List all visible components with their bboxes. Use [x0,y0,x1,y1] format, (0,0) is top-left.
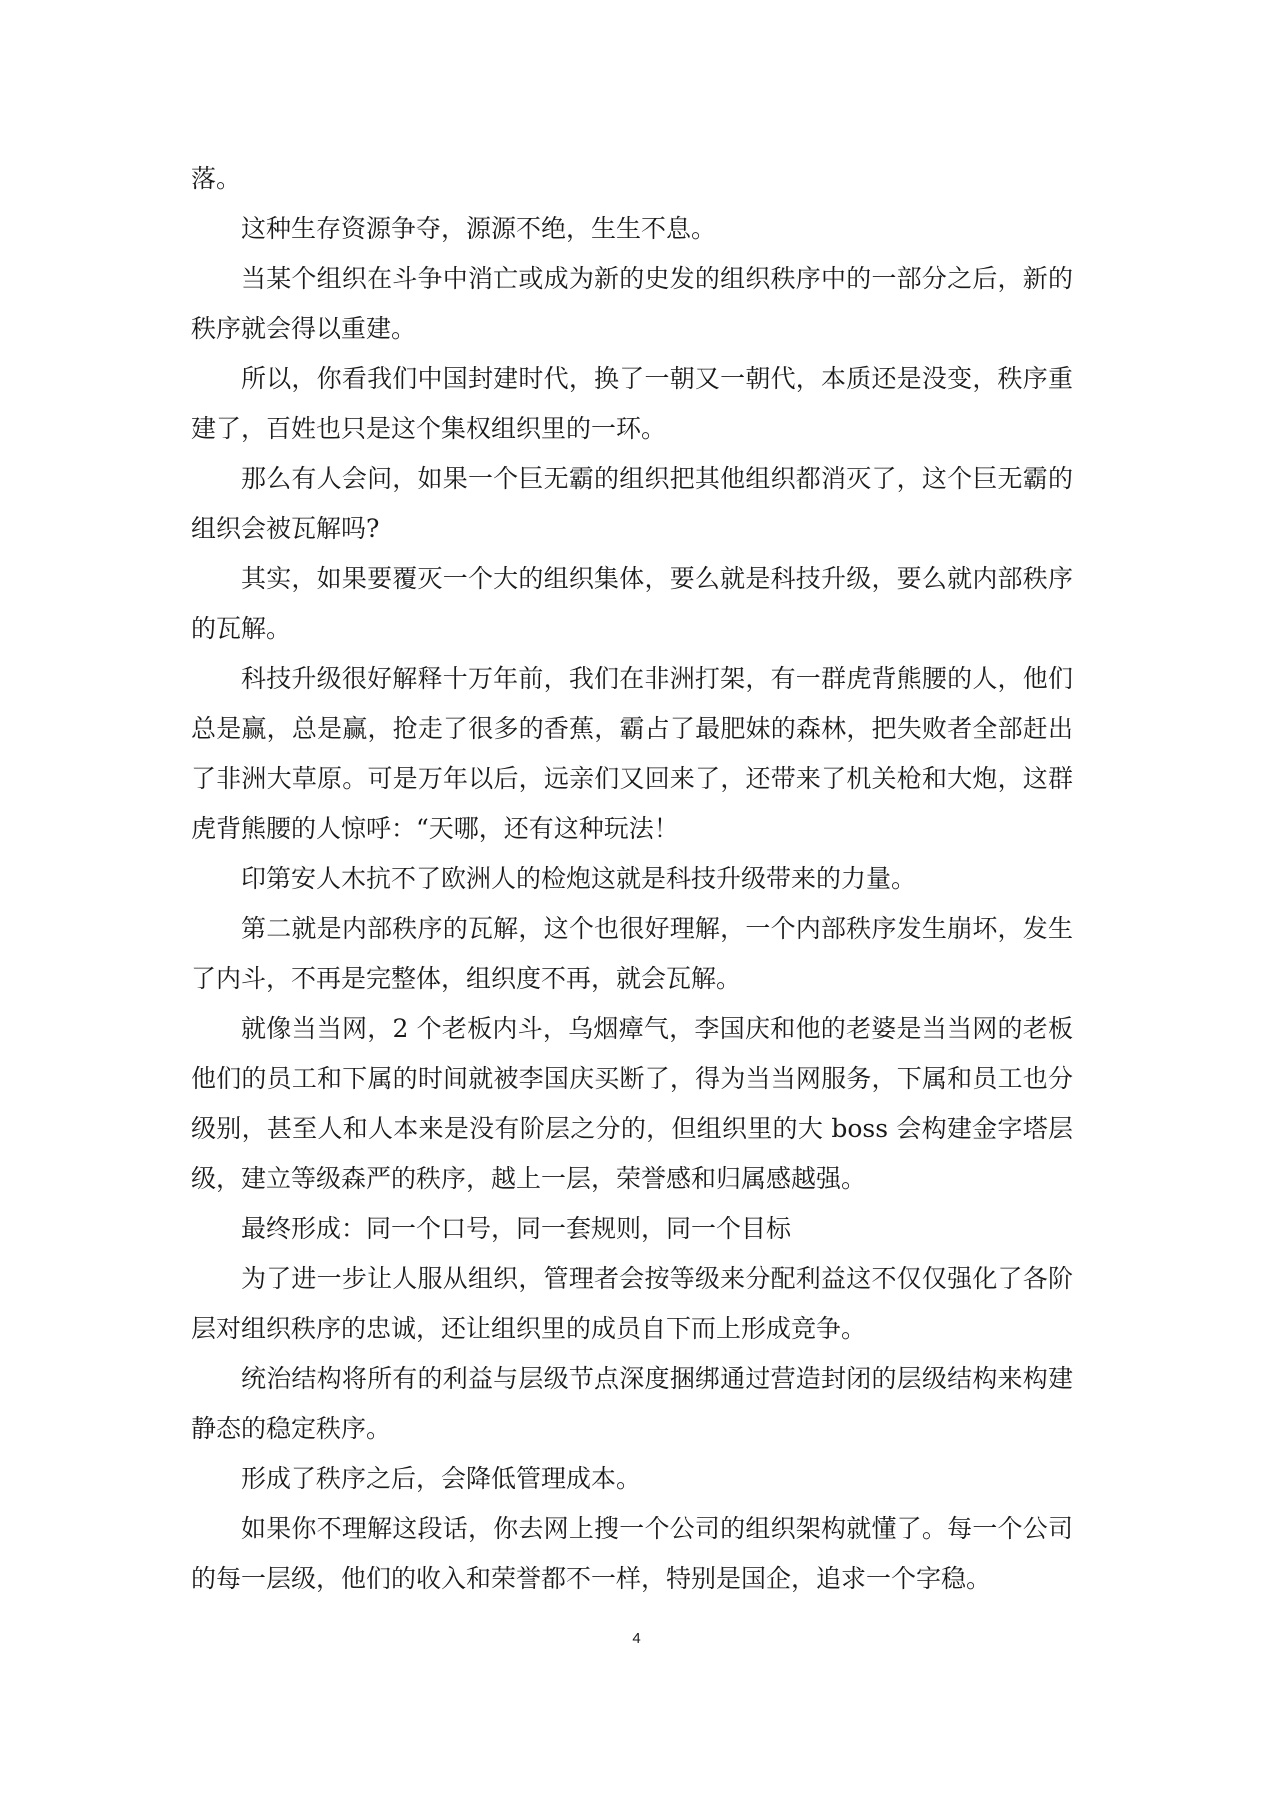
paragraph: 印第安人木抗不了欧洲人的检炮这就是科技升级带来的力量。 [241,864,917,893]
paragraph: 形成了秩序之后，会降低管理成本。 [241,1464,642,1493]
paragraph: 所以，你看我们中国封建时代，换了一朝又一朝代，本质还是没变，秩序重建了，百姓也只是这个集权组织里的一环。 [191,364,1073,443]
paragraph: 其实，如果要覆灭一个大的组织集体，要么就是科技升级，要么就内部秩序的瓦解。 [191,564,1073,643]
paragraph: 就像当当网，2 个老板内斗，乌烟瘴气，李国庆和他的老婆是当当网的老板他们的员工和下属的时间就被李国庆买断了，得为当当网服务，下属和员工也分级别，甚至人和人本来是没有阶层之分的，但组织里的大 boss 会构建金字塔层级，建立等级森严的秩序，越上一层，荣誉感和归属感越强。 [191,1014,1073,1193]
paragraph: 这种生存资源争夺，源源不绝，生生不息。 [241,214,717,243]
paragraph: 为了进一步让人服从组织，管理者会按等级来分配利益这不仅仅强化了各阶层对组织秩序的忠诚，还让组织里的成员自下而上形成竞争。 [191,1264,1073,1343]
paragraph: 统治结构将所有的利益与层级节点深度捆绑通过营造封闭的层级结构来构建静态的稳定秩序。 [191,1364,1073,1443]
page-number: 4 [632,1630,641,1647]
paragraph: 如果你不理解这段话，你去网上搜一个公司的组织架构就懂了。每一个公司的每一层级，他们的收入和荣誉都不一样，特别是国企，追求一个字稳。 [191,1514,1073,1593]
paragraph: 第二就是内部秩序的瓦解，这个也很好理解，一个内部秩序发生崩坏，发生了内斗，不再是完整体，组织度不再，就会瓦解。 [191,914,1073,993]
paragraph: 当某个组织在斗争中消亡或成为新的史发的组织秩序中的一部分之后，新的秩序就会得以重建。 [191,264,1073,343]
paragraph: 科技升级很好解释十万年前，我们在非洲打架，有一群虎背熊腰的人，他们总是赢，总是赢，抢走了很多的香蕉，霸占了最肥妹的森林，把失败者全部赶出了非洲大草原。可是万年以后，远亲们又回来了，还带来了机关枪和大炮，这群虎背熊腰的人惊呼：“天哪，还有这种玩法！ [191,664,1073,843]
paragraph: 最终形成：同一个口号，同一套规则，同一个目标 [241,1214,792,1243]
paragraph-continuation: 落。 [191,164,242,193]
document-body [191,154,1073,1604]
paragraph: 那么有人会问，如果一个巨无霸的组织把其他组织都消灭了，这个巨无霸的组织会被瓦解吗? [191,464,1073,543]
